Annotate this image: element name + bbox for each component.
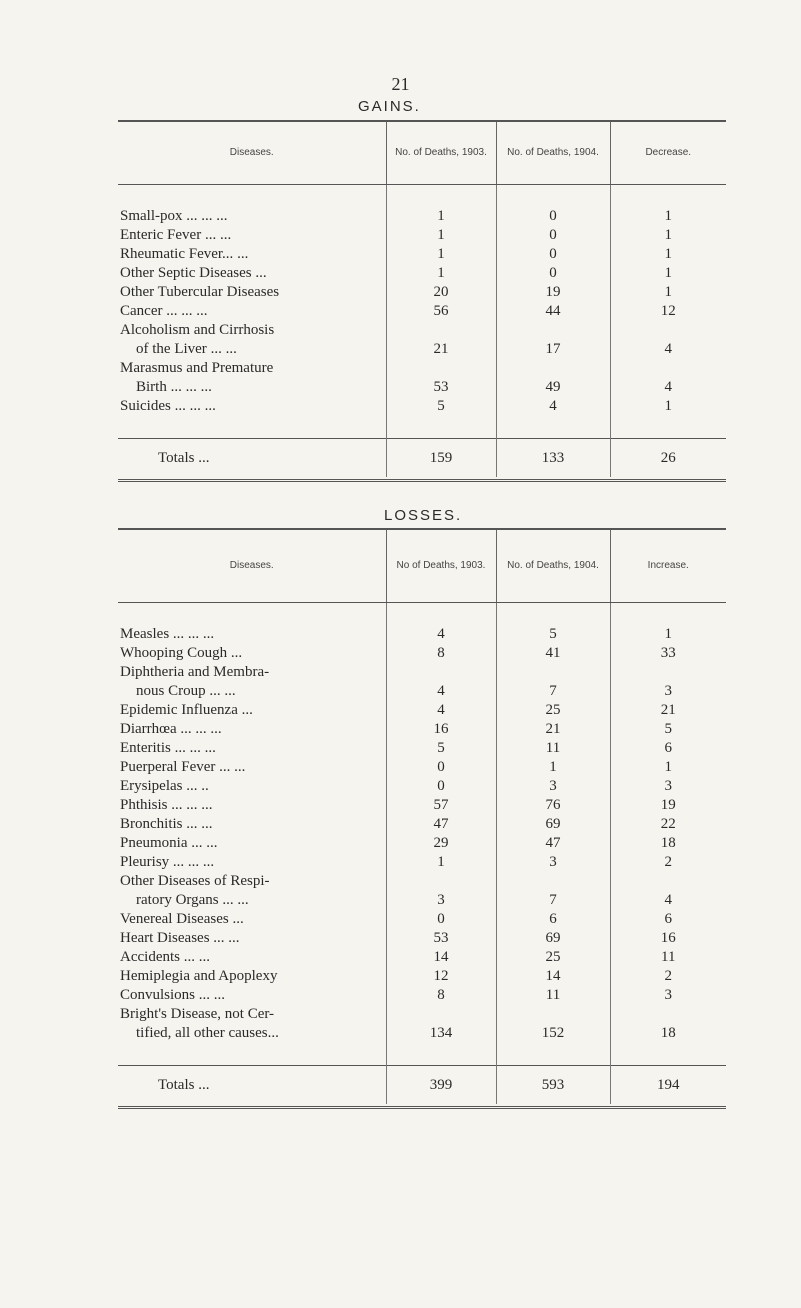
deaths-1903-cell: 4 [386,682,496,701]
table-row [118,834,726,853]
total-1903-cell: 159 [386,438,496,477]
disease-name: Pneumonia [120,834,188,851]
deaths-1903-cell: 0 [386,777,496,796]
deaths-1903-cell: 0 [386,910,496,929]
table-row [118,264,726,283]
disease-name: Phthisis [120,796,168,813]
deaths-1904-cell: 0 [496,226,610,245]
deaths-1903-cell: 16 [386,720,496,739]
change-cell: 5 [610,720,726,739]
table-row [118,359,726,378]
disease-name: Cancer [120,302,163,319]
leader-dots: ... [234,758,246,775]
deaths-1904-cell: 47 [496,834,610,853]
deaths-1903-cell: 53 [386,378,496,397]
deaths-1904-cell: 14 [496,967,610,986]
disease-name: Accidents [120,948,180,965]
disease-name: Suicides [120,397,171,414]
disease-name: Epidemic Influenza [120,701,238,718]
leader-dots: ... ... ... [166,302,208,319]
leader-dots: ... ... [209,682,236,699]
table-row [118,720,726,739]
table-row [118,283,726,302]
deaths-1904-cell: 17 [496,340,610,359]
deaths-1903-cell: 1 [386,853,496,872]
deaths-1903-cell: 57 [386,796,496,815]
leader-dots: ... [198,1076,210,1093]
leader-dots: ... ... ... [172,853,215,870]
disease-name: Pleurisy [120,853,170,870]
leader-dots: ... ... [201,207,228,224]
gains-header-diseases: Diseases. [118,122,386,184]
change-cell: 4 [610,378,726,397]
losses-header-1904: No. of Deaths, 1904. [496,530,610,602]
deaths-1903-cell: 14 [386,948,496,967]
deaths-1904-cell: 25 [496,948,610,967]
table-row [118,625,726,644]
losses-title: LOSSES. [384,507,463,524]
leader-dots: ... .. [186,777,209,794]
deaths-1903-cell: 56 [386,302,496,321]
deaths-1903-cell: 0 [386,758,496,777]
change-cell: 3 [610,986,726,1005]
change-cell [610,359,726,378]
deaths-1904-cell [496,872,610,891]
deaths-1903-cell: 1 [386,226,496,245]
disease-name: Other Tubercular Diseases [120,283,280,300]
table-row [118,245,726,264]
gains-totals-row [118,438,726,477]
change-cell: 6 [610,739,726,758]
gains-header-1904: No. of Deaths, 1904. [496,122,610,184]
change-cell: 22 [610,815,726,834]
totals-label: Totals [158,449,195,466]
change-cell: 1 [610,397,726,416]
deaths-1904-cell: 21 [496,720,610,739]
change-cell: 3 [610,682,726,701]
change-cell: 2 [610,853,726,872]
table-row [118,815,726,834]
disease-name: Hemiplegia and Apoplexy [120,967,278,984]
change-cell: 6 [610,910,726,929]
leader-dots: ... [237,891,249,908]
disease-name: Bright's Disease, not Cer- [120,1005,275,1022]
deaths-1904-cell [496,663,610,682]
table-row [118,853,726,872]
deaths-1903-cell: 5 [386,397,496,416]
change-cell: 11 [610,948,726,967]
deaths-1904-cell: 49 [496,378,610,397]
leader-dots: ... ... [204,226,232,243]
deaths-1904-cell: 76 [496,796,610,815]
deaths-1904-cell: 11 [496,739,610,758]
deaths-1903-cell [386,359,496,378]
disease-name: Enteric Fever [120,226,202,243]
deaths-1903-cell: 1 [386,245,496,264]
losses-spacer-row [118,602,726,625]
change-cell: 12 [610,302,726,321]
gains-spacer-row [118,184,726,207]
deaths-1904-cell: 69 [496,929,610,948]
disease-name: Marasmus and Premature [120,359,274,376]
leader-dots: ... ... [195,720,222,737]
deaths-1903-cell [386,1005,496,1024]
table-row [118,948,726,967]
disease-name: tified, all other causes... [136,1024,279,1041]
gains-table [118,122,726,477]
deaths-1904-cell: 44 [496,302,610,321]
leader-dots: ... ... ... [171,796,213,813]
deaths-1903-cell: 47 [386,815,496,834]
change-cell: 1 [610,264,726,283]
gains-header-decrease: Decrease. [610,122,726,184]
change-cell [610,321,726,340]
deaths-1903-cell: 4 [386,701,496,720]
leader-dots: ... ... [198,986,226,1003]
disease-name: of the Liver [136,340,207,357]
disease-name: Diphtheria and Membra- [120,663,270,680]
table-row [118,1024,726,1043]
table-row [118,701,726,720]
leader-dots: ... ... [183,948,210,965]
total-change-cell: 26 [610,438,726,477]
leader-dots: ... [241,701,253,718]
table-row [118,929,726,948]
table-row [118,872,726,891]
disease-name: Puerperal Fever ... [120,758,231,775]
leader-dots: ... ... ... [174,397,216,414]
total-1904-cell: 133 [496,438,610,477]
gains-bottom-rule [118,479,726,482]
deaths-1904-cell: 0 [496,264,610,283]
change-cell: 1 [610,226,726,245]
table-row [118,682,726,701]
gains-spacer-row [118,416,726,439]
deaths-1904-cell [496,321,610,340]
table-row [118,207,726,226]
disease-name: Other Septic Diseases ... [120,264,267,281]
change-cell: 18 [610,1024,726,1043]
deaths-1904-cell [496,1005,610,1024]
change-cell: 19 [610,796,726,815]
leader-dots: ... [198,449,210,466]
deaths-1904-cell: 11 [496,986,610,1005]
deaths-1903-cell [386,321,496,340]
disease-name: Measles [120,625,170,642]
table-row [118,891,726,910]
table-row [118,302,726,321]
change-cell: 1 [610,625,726,644]
table-row [118,340,726,359]
losses-bottom-rule [118,1106,726,1109]
change-cell: 33 [610,644,726,663]
deaths-1903-cell [386,872,496,891]
leader-dots: ... [230,644,243,661]
leader-dots: ... ... ... [170,378,212,395]
deaths-1903-cell: 8 [386,986,496,1005]
leader-dots: ... ... [210,340,237,357]
leader-dots: ... [228,929,240,946]
change-cell: 2 [610,967,726,986]
disease-name: ratory Organs ... [136,891,234,908]
disease-name: Diarrhœa ... [120,720,192,737]
table-row [118,758,726,777]
losses-spacer-row [118,1043,726,1066]
disease-name: Venereal Diseases [120,910,229,927]
deaths-1904-cell: 6 [496,910,610,929]
change-cell: 4 [610,891,726,910]
deaths-1904-cell: 0 [496,245,610,264]
gains-rows [118,184,726,477]
change-cell: 1 [610,283,726,302]
table-row [118,1005,726,1024]
disease-name: Erysipelas [120,777,183,794]
change-cell: 18 [610,834,726,853]
disease-name: Heart Diseases ... [120,929,225,946]
deaths-1903-cell: 134 [386,1024,496,1043]
deaths-1903-cell: 20 [386,283,496,302]
disease-name: Whooping Cough [120,644,228,661]
change-cell: 3 [610,777,726,796]
change-cell [610,1005,726,1024]
table-row [118,644,726,663]
leader-dots: ... [237,245,249,262]
table-row [118,397,726,416]
disease-name: Rheumatic Fever... [120,245,234,262]
change-cell: 1 [610,758,726,777]
deaths-1903-cell: 29 [386,834,496,853]
change-cell: 1 [610,207,726,226]
losses-table [118,530,726,1104]
disease-name: Convulsions [120,986,196,1003]
table-row [118,226,726,245]
change-cell: 4 [610,340,726,359]
disease-name: Alcoholism and Cirrhosis [120,321,275,338]
deaths-1903-cell: 1 [386,264,496,283]
page-number: 21 [391,74,410,94]
losses-rows [118,602,726,1104]
change-cell [610,872,726,891]
change-cell [610,663,726,682]
deaths-1904-cell: 3 [496,777,610,796]
losses-totals-row [118,1065,726,1104]
leader-dots: ... ... ... [172,625,215,642]
table-row [118,796,726,815]
total-1903-cell: 399 [386,1065,496,1104]
deaths-1903-cell: 53 [386,929,496,948]
losses-header-increase: Increase. [610,530,726,602]
deaths-1904-cell: 69 [496,815,610,834]
deaths-1904-cell: 41 [496,644,610,663]
deaths-1903-cell: 12 [386,967,496,986]
table-row [118,321,726,340]
change-cell: 21 [610,701,726,720]
leader-dots: ... ... [189,739,216,756]
losses-header-1903: No of Deaths, 1903. [386,530,496,602]
deaths-1903-cell: 5 [386,739,496,758]
leader-dots: ... ... [191,834,218,851]
deaths-1904-cell: 25 [496,701,610,720]
table-row [118,663,726,682]
total-1904-cell: 593 [496,1065,610,1104]
total-change-cell: 194 [610,1065,726,1104]
deaths-1904-cell: 19 [496,283,610,302]
disease-name: Other Diseases of Respi- [120,872,270,889]
change-cell: 16 [610,929,726,948]
table-row [118,777,726,796]
disease-name: Enteritis ... [120,739,186,756]
totals-label: Totals [158,1076,195,1093]
disease-name: nous Croup [136,682,206,699]
gains-header-1903: No. of Deaths, 1903. [386,122,496,184]
change-cell: 1 [610,245,726,264]
deaths-1903-cell: 4 [386,625,496,644]
losses-header-diseases: Diseases. [118,530,386,602]
disease-name: Bronchitis [120,815,183,832]
table-row [118,910,726,929]
deaths-1903-cell: 3 [386,891,496,910]
deaths-1904-cell: 4 [496,397,610,416]
table-row [118,986,726,1005]
deaths-1903-cell [386,663,496,682]
deaths-1903-cell: 1 [386,207,496,226]
disease-name: Small-pox ... [120,207,198,224]
table-row [118,739,726,758]
deaths-1904-cell: 152 [496,1024,610,1043]
deaths-1904-cell: 5 [496,625,610,644]
deaths-1904-cell: 3 [496,853,610,872]
gains-title: GAINS. [358,98,421,115]
deaths-1904-cell: 0 [496,207,610,226]
deaths-1903-cell: 8 [386,644,496,663]
leader-dots: ... ... [186,815,213,832]
deaths-1903-cell: 21 [386,340,496,359]
disease-name: Birth [136,378,167,395]
deaths-1904-cell: 7 [496,682,610,701]
leader-dots: ... [232,910,244,927]
table-row [118,967,726,986]
deaths-1904-cell [496,359,610,378]
table-row [118,378,726,397]
deaths-1904-cell: 1 [496,758,610,777]
deaths-1904-cell: 7 [496,891,610,910]
